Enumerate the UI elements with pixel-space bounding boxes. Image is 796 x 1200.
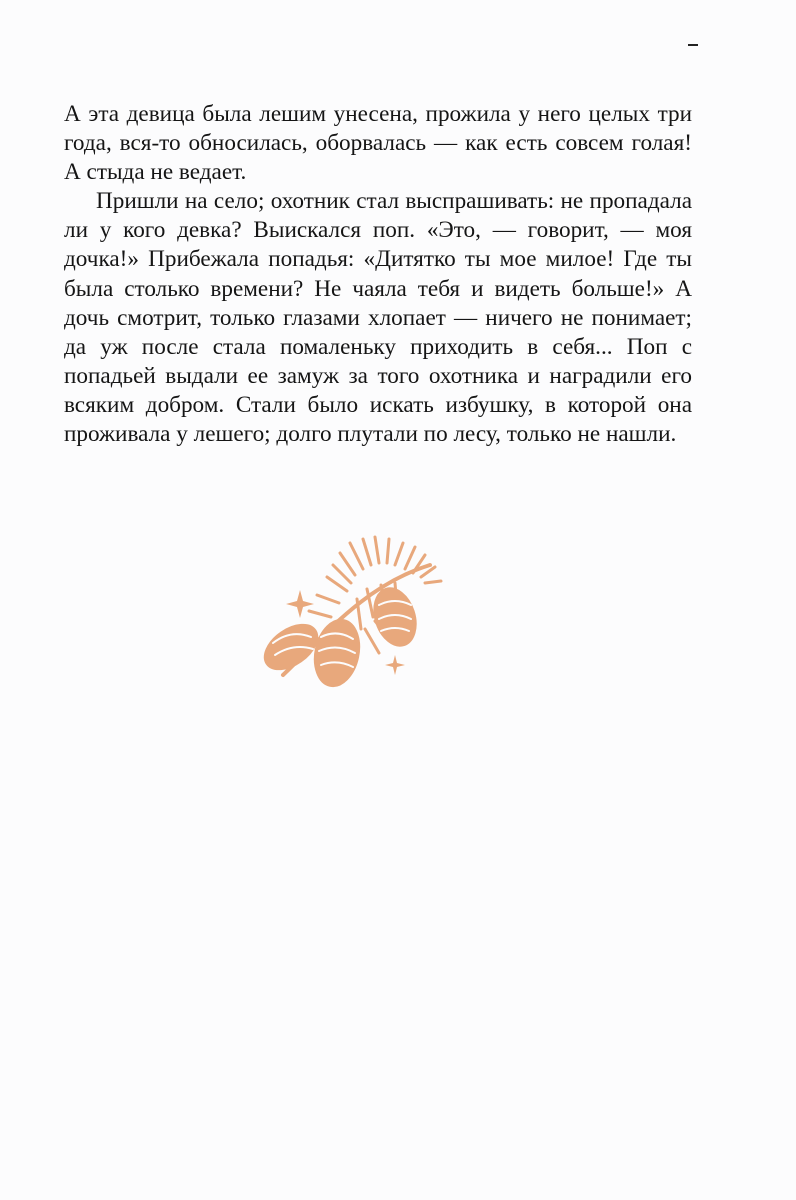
page-corner-mark <box>688 44 698 46</box>
body-text <box>64 100 692 449</box>
paragraph-2: Пришли на село; охотник стал выспрашивать: не пропадала ли у кого девка? Выискался поп. «Это, — говорит, — моя дочка!» Прибежала попадья: «Дитятко ты мое милое! Где ты была столько времени? Не чаяла тебя и видеть больше!» А дочь смотрит, только глазами хлопает — ничего не понимает; да уж после стала помаленьку приходить в себя... Поп с попадьей выдали ее замуж за того охотника и наградили его всяким добром. Стали было искать избушку, в которой она проживала у лешего; долго плутали по лесу, только не нашли. <box>64 188 692 448</box>
pine-branch-with-cones-icon <box>255 525 455 705</box>
paragraph-1: А эта девица была лешим унесена, прожила у него целых три года, вся-то обносилась, оборвалась — как есть совсем голая! А стыда не ведает. <box>64 101 692 186</box>
